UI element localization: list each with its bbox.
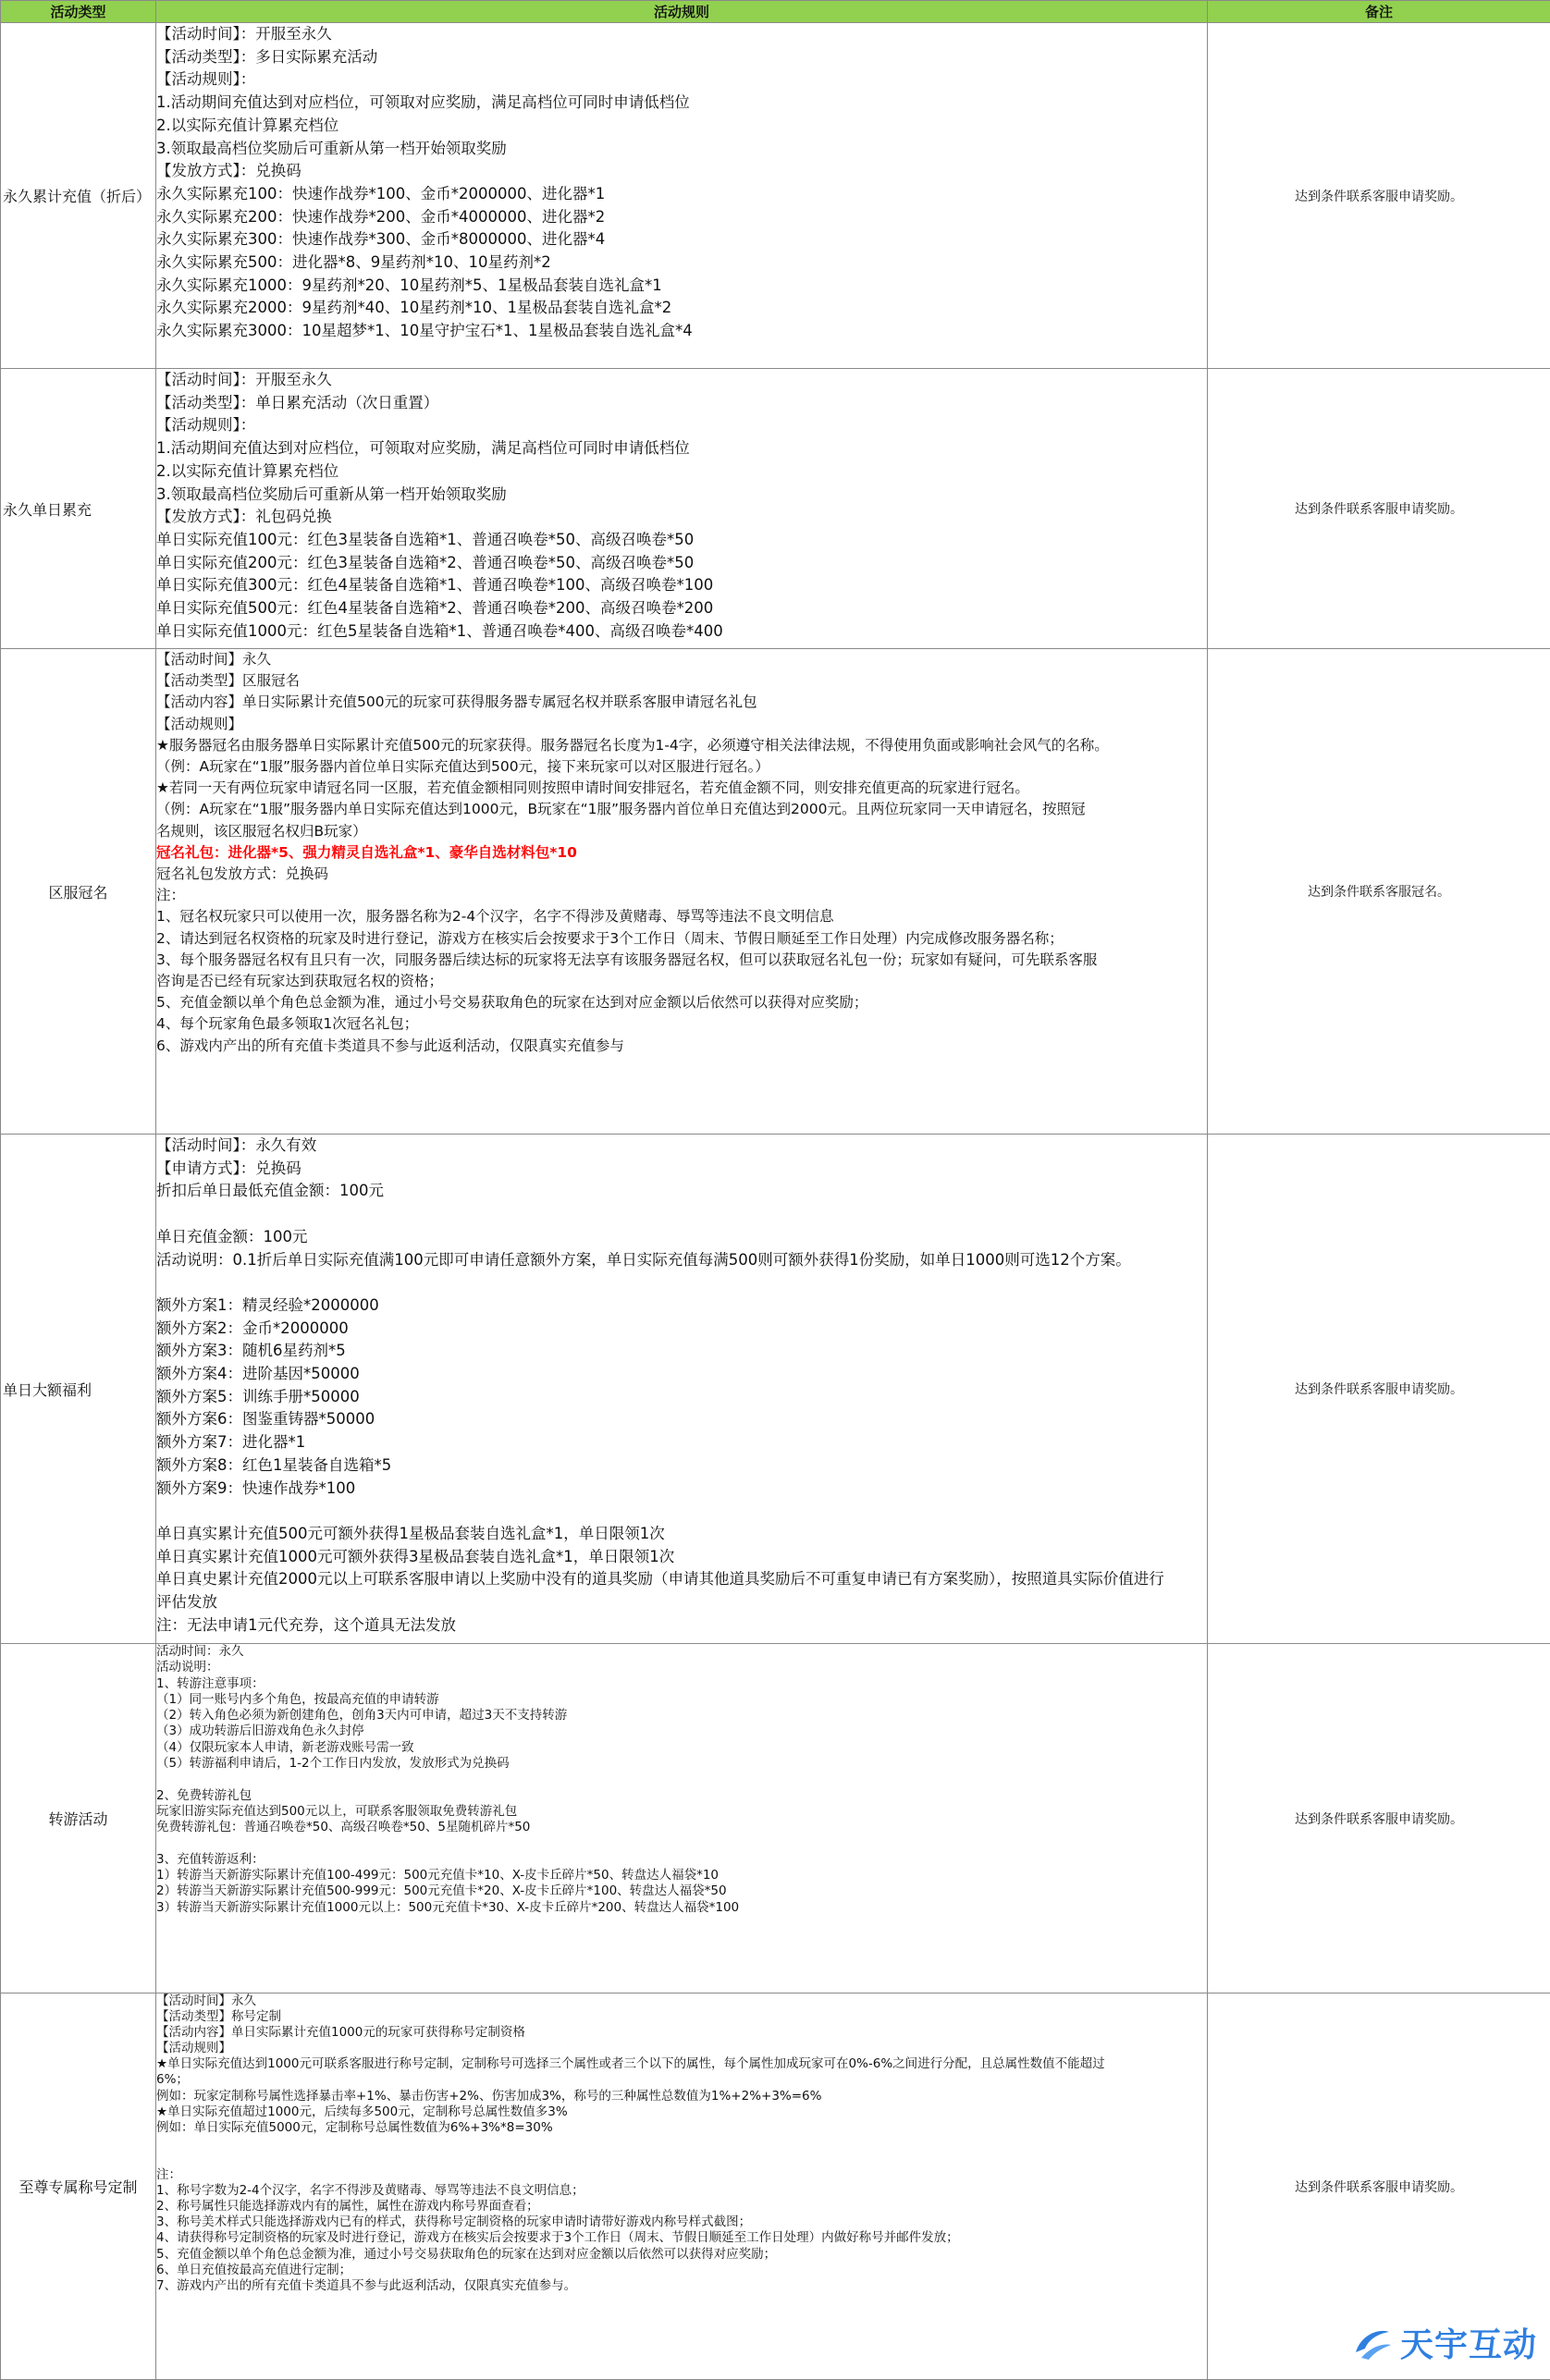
rule-line: 单日充值金额：100元 — [156, 1226, 1207, 1249]
rule-line: 1、转游注意事项： — [156, 1676, 1207, 1692]
header-type: 活动类型 — [1, 1, 156, 23]
table-row — [1, 1994, 1550, 2380]
rule-line: ★单日实际充值超过1000元，后续每多500元，定制称号总属性数值多3% — [156, 2104, 1207, 2120]
rule-line: 【活动时间】：开服至永久 — [156, 369, 1207, 392]
rule-line: 单日实际充值500元：红色4星装备自选箱*2、普通召唤卷*200、高级召唤卷*200 — [156, 597, 1207, 620]
watermark-text: 天宇互动 — [1400, 2319, 1537, 2366]
rule-line: 玩家旧游实际充值达到500元以上，可联系客服领取免费转游礼包 — [156, 1804, 1207, 1820]
rule-line: 【活动规则】 — [156, 714, 1207, 735]
rule-line — [156, 2136, 1207, 2152]
note-cell: 达到条件联系客服申请奖励。 — [1208, 1994, 1550, 2380]
rule-line: （1）同一账号内多个角色，按最高充值的申请转游 — [156, 1692, 1207, 1708]
rule-line: 【活动规则】： — [156, 414, 1207, 437]
rule-line: （2）转入角色必须为新创建角色，创角3天内可申请，超过3天不支持转游 — [156, 1708, 1207, 1724]
rule-line: 永久实际累充200：快速作战券*200、金币*4000000、进化器*2 — [156, 206, 1207, 229]
activity-type-cell: 至尊专属称号定制 — [1, 1994, 156, 2380]
rule-line: 【活动类型】区服冠名 — [156, 670, 1207, 692]
activity-type-cell: 永久单日累充 — [1, 369, 156, 649]
rule-line: 【活动时间】：开服至永久 — [156, 23, 1207, 46]
note-cell: 达到条件联系客服申请奖励。 — [1208, 1135, 1550, 1644]
activity-rules-cell — [156, 369, 1208, 649]
rule-line: 2、免费转游礼包 — [156, 1788, 1207, 1804]
table-row — [1, 23, 1550, 369]
rule-line — [156, 1772, 1207, 1787]
rule-line: 额外方案3：随机6星药剂*5 — [156, 1340, 1207, 1363]
rule-line: 例如：玩家定制称号属性选择暴击率+1%、暴击伤害+2%、伤害加成3%，称号的三种属性总数值为1%+2%+3%=6% — [156, 2089, 1207, 2104]
rule-line: 活动时间：永久 — [156, 1644, 1207, 1660]
note-cell: 达到条件联系客服申请奖励。 — [1208, 369, 1550, 649]
rule-line: （例：A玩家在“1服”服务器内单日实际充值达到1000元，B玩家在“1服”服务器内首位单日充值达到2000元。且两位玩家同一天申请冠名，按照冠 — [156, 799, 1207, 820]
rule-line: 单日实际充值300元：红色4星装备自选箱*1、普通召唤卷*100、高级召唤卷*100 — [156, 574, 1207, 597]
rule-line: 3、称号美术样式只能选择游戏内已有的样式，获得称号定制资格的玩家申请时请带好游戏内称号样式截图； — [156, 2214, 1207, 2230]
swirl-logo-icon — [1352, 2325, 1393, 2362]
rule-line: 折扣后单日最低充值金额：100元 — [156, 1180, 1207, 1203]
rule-line: 6、游戏内产出的所有充值卡类道具不参与此返利活动，仅限真实充值参与 — [156, 1036, 1207, 1057]
rule-line: （3）成功转游后旧游戏角色永久封停 — [156, 1724, 1207, 1739]
rule-line: 额外方案4：进阶基因*50000 — [156, 1363, 1207, 1386]
rule-line: 名规则，该区服冠名权归B玩家） — [156, 821, 1207, 842]
rule-line — [156, 2152, 1207, 2167]
note-cell: 达到条件联系客服申请奖励。 — [1208, 1644, 1550, 1994]
activity-type-cell: 转游活动 — [1, 1644, 156, 1994]
rule-line: 永久实际累充3000：10星超梦*1、10星守护宝石*1、1星极品套装自选礼盒*4 — [156, 320, 1207, 343]
rule-line — [156, 1203, 1207, 1226]
rule-line: 注：无法申请1元代充券，这个道具无法发放 — [156, 1614, 1207, 1638]
rule-line: （5）转游福利申请后，1-2个工作日内发放，发放形式为兑换码 — [156, 1756, 1207, 1772]
rule-line: 额外方案7：进化器*1 — [156, 1431, 1207, 1454]
rule-line: 例如：单日实际充值5000元，定制称号总属性数值为6%+3%*8=30% — [156, 2120, 1207, 2136]
rule-line: 1）转游当天新游实际累计充值100-499元：500元充值卡*10、X-皮卡丘碎片*50、转盘达人福袋*10 — [156, 1868, 1207, 1883]
header-rules: 活动规则 — [156, 1, 1208, 23]
activity-rules-cell — [156, 649, 1208, 1135]
rule-line: 3、充值转游返利： — [156, 1852, 1207, 1868]
rule-line: 额外方案5：训练手册*50000 — [156, 1386, 1207, 1409]
rule-line: 1.活动期间充值达到对应档位，可领取对应奖励，满足高档位可同时申请低档位 — [156, 92, 1207, 115]
watermark — [1352, 2319, 1537, 2366]
activity-rules-cell — [156, 1994, 1208, 2380]
rule-line: 【活动类型】：多日实际累充活动 — [156, 46, 1207, 69]
table-row — [1, 649, 1550, 1135]
rule-line: 额外方案1：精灵经验*2000000 — [156, 1294, 1207, 1318]
rule-line: 【申请方式】：兑换码 — [156, 1158, 1207, 1181]
rule-line: 单日真实累计充值1000元可额外获得3星极品套装自选礼盒*1，单日限领1次 — [156, 1546, 1207, 1569]
rule-line: 【活动规则】 — [156, 2041, 1207, 2056]
rule-line: 3、每个服务器冠名权有且只有一次，同服务器后续达标的玩家将无法享有该服务器冠名权，但可以获取冠名礼包一份；玩家如有疑问，可先联系客服 — [156, 950, 1207, 971]
table-row — [1, 1135, 1550, 1644]
rule-line: 单日真史累计充值2000元以上可联系客服申请以上奖励中没有的道具奖励（申请其他道具奖励后不可重复申请已有方案奖励），按照道具实际价值进行 — [156, 1568, 1207, 1591]
rule-line: 4、每个玩家角色最多领取1次冠名礼包； — [156, 1013, 1207, 1035]
rule-line: 5、充值金额以单个角色总金额为准，通过小号交易获取角色的玩家在达到对应金额以后依然可以获得对应奖励； — [156, 992, 1207, 1013]
rule-line: 冠名礼包发放方式：兑换码 — [156, 864, 1207, 885]
rule-line: 6、单日充值按最高充值进行定制； — [156, 2263, 1207, 2278]
rule-line: 永久实际累充1000：9星药剂*20、10星药剂*5、1星极品套装自选礼盒*1 — [156, 275, 1207, 298]
rule-line: 2、称号属性只能选择游戏内有的属性，属性在游戏内称号界面查看； — [156, 2199, 1207, 2214]
rule-line: 额外方案8：红色1星装备自选箱*5 — [156, 1454, 1207, 1478]
rule-line: （4）仅限玩家本人申请，新老游戏账号需一致 — [156, 1740, 1207, 1756]
rule-line: 2.以实际充值计算累充档位 — [156, 460, 1207, 484]
rule-line: 4、请获得称号定制资格的玩家及时进行登记，游戏方在核实后会按要求于3个工作日（周末、节假日顺延至工作日处理）内做好称号并邮件发放； — [156, 2230, 1207, 2246]
rule-line: 3.领取最高档位奖励后可重新从第一档开始领取奖励 — [156, 484, 1207, 507]
rule-line: 咨询是否已经有玩家达到获取冠名权的资格； — [156, 971, 1207, 992]
rule-line: 额外方案6：图鉴重铸器*50000 — [156, 1408, 1207, 1431]
rule-line: 6%； — [156, 2072, 1207, 2088]
rule-line: 5、充值金额以单个角色总金额为准，通过小号交易获取角色的玩家在达到对应金额以后依然可以获得对应奖励； — [156, 2247, 1207, 2263]
rule-line: 【活动规则】： — [156, 68, 1207, 92]
rule-line — [156, 1836, 1207, 1852]
rule-line: 2）转游当天新游实际累计充值500-999元：500元充值卡*20、X-皮卡丘碎片*100、转盘达人福袋*50 — [156, 1883, 1207, 1899]
rule-line: 活动说明：0.1折后单日实际充值满100元即可申请任意额外方案，单日实际充值每满500则可额外获得1份奖励，如单日1000则可选12个方案。 — [156, 1249, 1207, 1272]
rule-line: 免费转游礼包：普通召唤卷*50、高级召唤卷*50、5星随机碎片*50 — [156, 1820, 1207, 1835]
rule-line: 注： — [156, 2167, 1207, 2183]
rule-line: 2.以实际充值计算累充档位 — [156, 115, 1207, 138]
rule-line: 7、游戏内产出的所有充值卡类道具不参与此返利活动，仅限真实充值参与。 — [156, 2278, 1207, 2294]
rule-line — [156, 1500, 1207, 1523]
rule-line: 永久实际累充500：进化器*8、9星药剂*10、10星药剂*2 — [156, 251, 1207, 275]
note-cell: 达到条件联系客服冠名。 — [1208, 649, 1550, 1135]
rule-line: 1、冠名权玩家只可以使用一次，服务器名称为2-4个汉字，名字不得涉及黄赌毒、辱骂等违法不良文明信息 — [156, 906, 1207, 927]
rule-line: 注： — [156, 885, 1207, 906]
table-row — [1, 1644, 1550, 1994]
rule-line: 3）转游当天新游实际累计充值1000元以上：500元充值卡*30、X-皮卡丘碎片*200、转盘达人福袋*100 — [156, 1900, 1207, 1916]
rule-line: 1.活动期间充值达到对应档位，可领取对应奖励，满足高档位可同时申请低档位 — [156, 437, 1207, 460]
activity-type-cell: 永久累计充值（折后） — [1, 23, 156, 369]
rule-line: 2、请达到冠名权资格的玩家及时进行登记，游戏方在核实后会按要求于3个工作日（周末、节假日顺延至工作日处理）内完成修改服务器名称； — [156, 928, 1207, 950]
rule-line: 额外方案9：快速作战券*100 — [156, 1478, 1207, 1501]
rule-line: 永久实际累充2000：9星药剂*40、10星药剂*10、1星极品套装自选礼盒*2 — [156, 297, 1207, 320]
activity-rules-cell — [156, 23, 1208, 369]
rule-line: ★若同一天有两位玩家申请冠名同一区服，若充值金额相同则按照申请时间安排冠名，若充值金额不同，则安排充值更高的玩家进行冠名。 — [156, 778, 1207, 799]
rule-line: 【活动类型】称号定制 — [156, 2009, 1207, 2025]
header-row — [1, 1, 1550, 23]
table-row — [1, 369, 1550, 649]
rule-line: 单日实际充值1000元：红色5星装备自选箱*1、普通召唤卷*400、高级召唤卷*400 — [156, 620, 1207, 644]
rule-line: 冠名礼包：进化器*5、强力精灵自选礼盒*1、豪华自选材料包*10 — [156, 842, 1207, 864]
header-note: 备注 — [1208, 1, 1550, 23]
activity-rules-cell — [156, 1135, 1208, 1644]
rule-line: 【活动类型】：单日累充活动（次日重置） — [156, 392, 1207, 415]
rule-line: ★服务器冠名由服务器单日实际累计充值500元的玩家获得。服务器冠名长度为1-4字，必须遵守相关法律法规，不得使用负面或影响社会风气的名称。 — [156, 735, 1207, 756]
rule-line: 3.领取最高档位奖励后可重新从第一档开始领取奖励 — [156, 138, 1207, 161]
rule-line: （例：A玩家在“1服”服务器内首位单日实际充值达到500元，接下来玩家可以对区服进行冠名。） — [156, 756, 1207, 778]
rule-line: 额外方案2：金币*2000000 — [156, 1318, 1207, 1341]
activity-type-cell: 单日大额福利 — [1, 1135, 156, 1644]
activity-type-cell: 区服冠名 — [1, 649, 156, 1135]
rule-line: 永久实际累充300：快速作战券*300、金币*8000000、进化器*4 — [156, 228, 1207, 251]
rule-line: 【活动内容】单日实际累计充值1000元的玩家可获得称号定制资格 — [156, 2025, 1207, 2041]
activity-rules-cell — [156, 1644, 1208, 1994]
rule-line: 单日实际充值100元：红色3星装备自选箱*1、普通召唤卷*50、高级召唤卷*50 — [156, 529, 1207, 552]
rule-line: 【发放方式】：礼包码兑换 — [156, 506, 1207, 529]
rule-line: 评估发放 — [156, 1591, 1207, 1614]
rule-line: 【活动内容】单日实际累计充值500元的玩家可获得服务器专属冠名权并联系客服申请冠名礼包 — [156, 692, 1207, 713]
rule-line: 活动说明： — [156, 1660, 1207, 1675]
rule-line: 【活动时间】永久 — [156, 649, 1207, 670]
rule-line: 1、称号字数为2-4个汉字，名字不得涉及黄赌毒、辱骂等违法不良文明信息； — [156, 2183, 1207, 2199]
rule-line: 永久实际累充100：快速作战券*100、金币*2000000、进化器*1 — [156, 183, 1207, 206]
rule-line: 【发放方式】：兑换码 — [156, 160, 1207, 183]
rule-line: 【活动时间】永久 — [156, 1994, 1207, 2009]
rule-line: ★单日实际充值达到1000元可联系客服进行称号定制，定制称号可选择三个属性或者三个以下的属性，每个属性加成玩家可在0%-6%之间进行分配，且总属性数值不能超过 — [156, 2056, 1207, 2072]
note-cell: 达到条件联系客服申请奖励。 — [1208, 23, 1550, 369]
rule-line: 单日实际充值200元：红色3星装备自选箱*2、普通召唤卷*50、高级召唤卷*50 — [156, 552, 1207, 575]
rule-line: 【活动时间】：永久有效 — [156, 1135, 1207, 1158]
rule-line — [156, 1271, 1207, 1294]
rule-line: 单日真实累计充值500元可额外获得1星极品套装自选礼盒*1，单日限领1次 — [156, 1523, 1207, 1546]
